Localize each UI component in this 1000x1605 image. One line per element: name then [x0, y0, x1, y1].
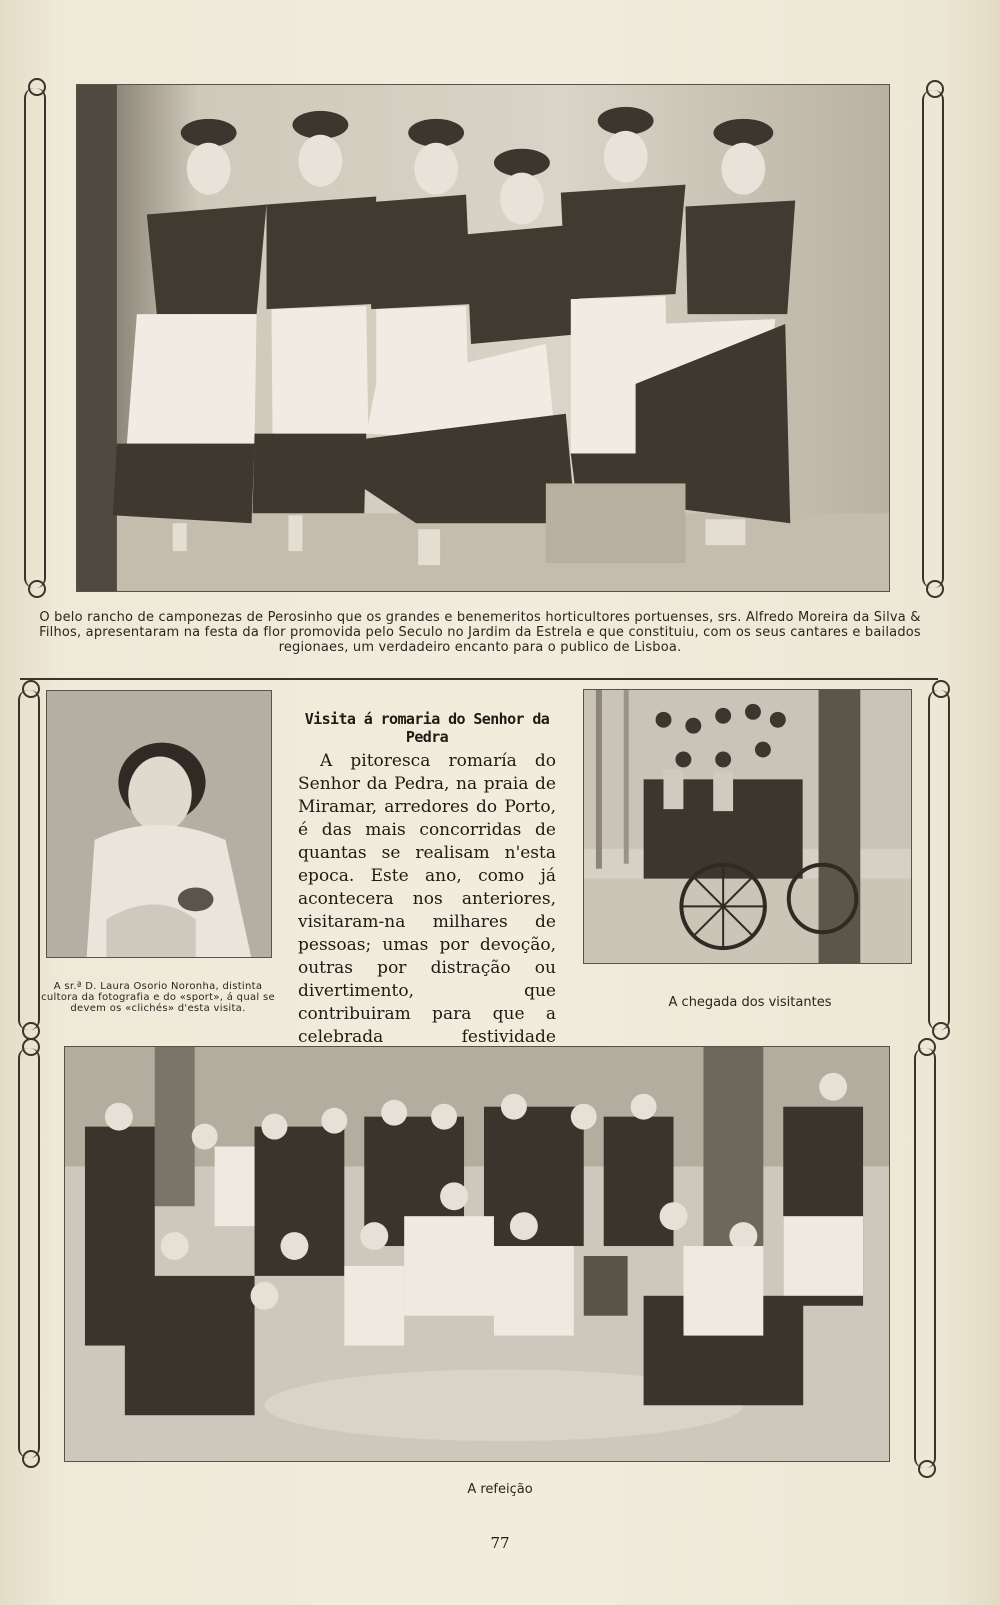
chegada-photo — [583, 689, 912, 964]
right-ornament-middle — [928, 690, 950, 1030]
laura-portrait-photo — [46, 690, 272, 958]
left-ornament-middle — [18, 690, 40, 1030]
left-ornament-bottom — [18, 1048, 40, 1458]
right-ornament-bottom — [914, 1048, 936, 1468]
left-ornament-top — [24, 88, 46, 588]
rancho-photo — [76, 84, 890, 592]
page-number: 77 — [490, 1534, 510, 1552]
article-body: A pitoresca romaría do Senhor da Pedra, na praia de Miramar, arredores do Porto, é das mais concorridas de quantas se realisam n'esta epoca. Este ano, como já acontecera nos anteriores, visitaram-na milhares de pessoas; umas por devoção, outras por distração ou divertimento, que contribuiram para que a celebrada festividade — [298, 751, 556, 1047]
laura-caption: A sr.ª D. Laura Osorio Noronha, distinta cultora da fotografia e do «sport», á qual se devem os «clichés» d'esta visita. — [41, 981, 275, 1014]
refeicao-caption: A refeição — [467, 1482, 533, 1497]
chegada-caption: A chegada dos visitantes — [668, 995, 832, 1010]
refeicao-photo — [64, 1046, 890, 1462]
rancho-caption: O belo rancho de camponezas de Perosinho que os grandes e benemeritos horticultores portuenses, srs. Alfredo Moreira da Silva & Filhos, apresentaram na festa da flor promovida pelo Seculo no Jardim da Estrela e que constituiu, com os seus cantares e bailados regionaes, um verdadeiro encanto para o publico de Lisboa. — [39, 610, 921, 655]
article-title: Visita á romaria do Senhor da Pedra — [304, 710, 550, 746]
right-ornament-top — [922, 90, 944, 588]
middle-section-frame — [20, 678, 938, 681]
